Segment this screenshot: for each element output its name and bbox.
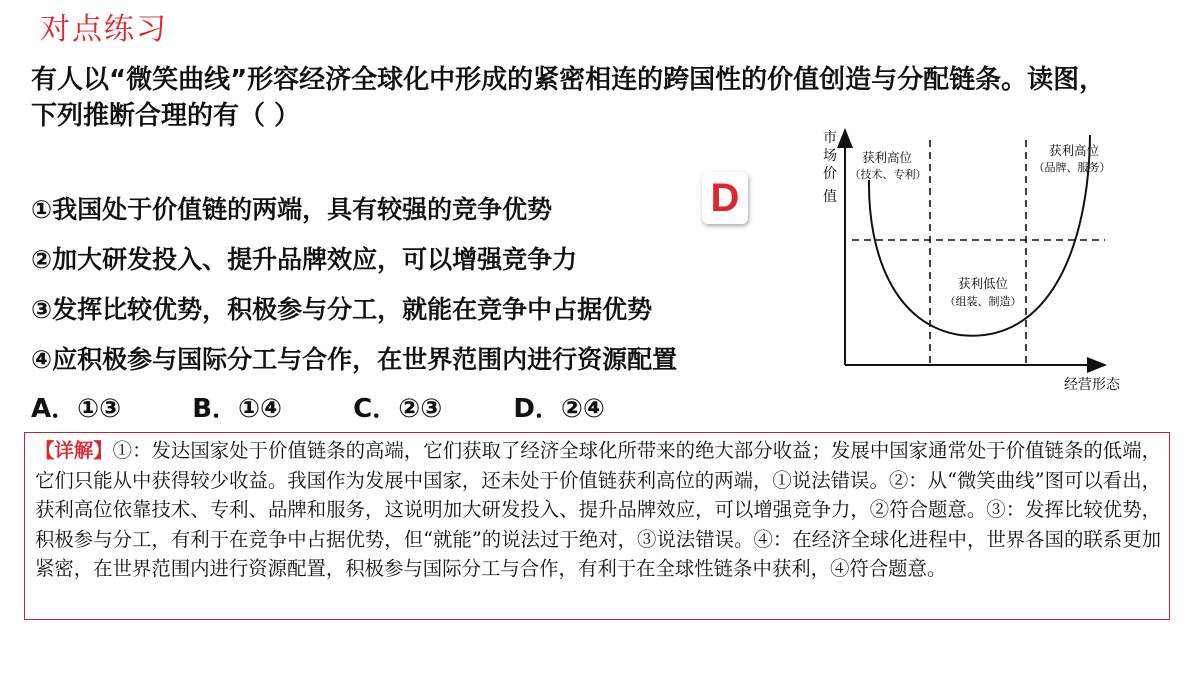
choice-c[interactable]: C．②③ xyxy=(353,394,443,424)
choice-a[interactable]: A．①③ xyxy=(31,394,122,424)
low-profit-label: 获利低位 xyxy=(957,276,1009,291)
choice-b[interactable]: B．①④ xyxy=(192,394,283,424)
low-profit-sublabel: （组装、制造） xyxy=(944,295,1022,308)
option-4: ④应积极参与国际分工与合作，在世界范围内进行资源配置 xyxy=(31,345,678,374)
right-high-sublabel: （品牌、服务） xyxy=(1033,161,1111,174)
option-3: ③发挥比较优势，积极参与分工，就能在竞争中占据优势 xyxy=(31,295,653,324)
x-axis-label: 经营形态 xyxy=(1064,377,1120,393)
slide-title: 对点练习 xyxy=(40,12,168,47)
answer-choices xyxy=(31,388,605,425)
choice-d[interactable]: D．②④ xyxy=(513,394,605,424)
y-axis-label-2: 场 xyxy=(823,148,837,164)
explanation-text: ①：发达国家处于价值链条的高端，它们获取了经济全球化所带来的绝大部分收益；发展中国家通常处于价值链条的低端，它们只能从中获得较少收益。我国作为发展中国家，还未处于价值链获利高位的两端，①说法错误。②：从“微笑曲线”图可以看出，获利高位依靠技术、专利、品牌和服务，这说明加大研发投入、提升品牌效应，可以增强竞争力，②符合题意。③：发挥比较优势，积极参与分工，有利于在竞争中占据优势，但“就能”的说法过于绝对，③说法错误。④：在经济全球化进程中，世界各国的联系更加紧密，在世界范围内进行资源配置，积极参与国际分工与合作，有利于在全球性链条中获利，④符合题意。 xyxy=(35,439,1162,580)
y-axis-label-1: 市 xyxy=(823,130,837,146)
left-high-label: 获利高位 xyxy=(861,150,913,165)
option-1: ①我国处于价值链的两端，具有较强的竞争优势 xyxy=(31,195,553,224)
explanation-tag: 【详解】 xyxy=(35,439,113,462)
answer-badge: D xyxy=(702,172,748,224)
right-high-label: 获利高位 xyxy=(1048,143,1100,158)
question-text: 有人以“微笑曲线”形容经济全球化中形成的紧密相连的跨国性的价值创造与分配链条。读图，下列推断合理的有（ ） xyxy=(31,65,1106,131)
option-2: ②加大研发投入、提升品牌效应，可以增强竞争力 xyxy=(31,245,578,274)
y-axis-label-3: 价 xyxy=(823,166,837,182)
left-high-sublabel: （技术、专利） xyxy=(849,168,927,181)
explanation-box xyxy=(24,432,1170,620)
y-axis-label-4: 值 xyxy=(823,189,837,205)
smile-curve-diagram xyxy=(800,125,1140,400)
